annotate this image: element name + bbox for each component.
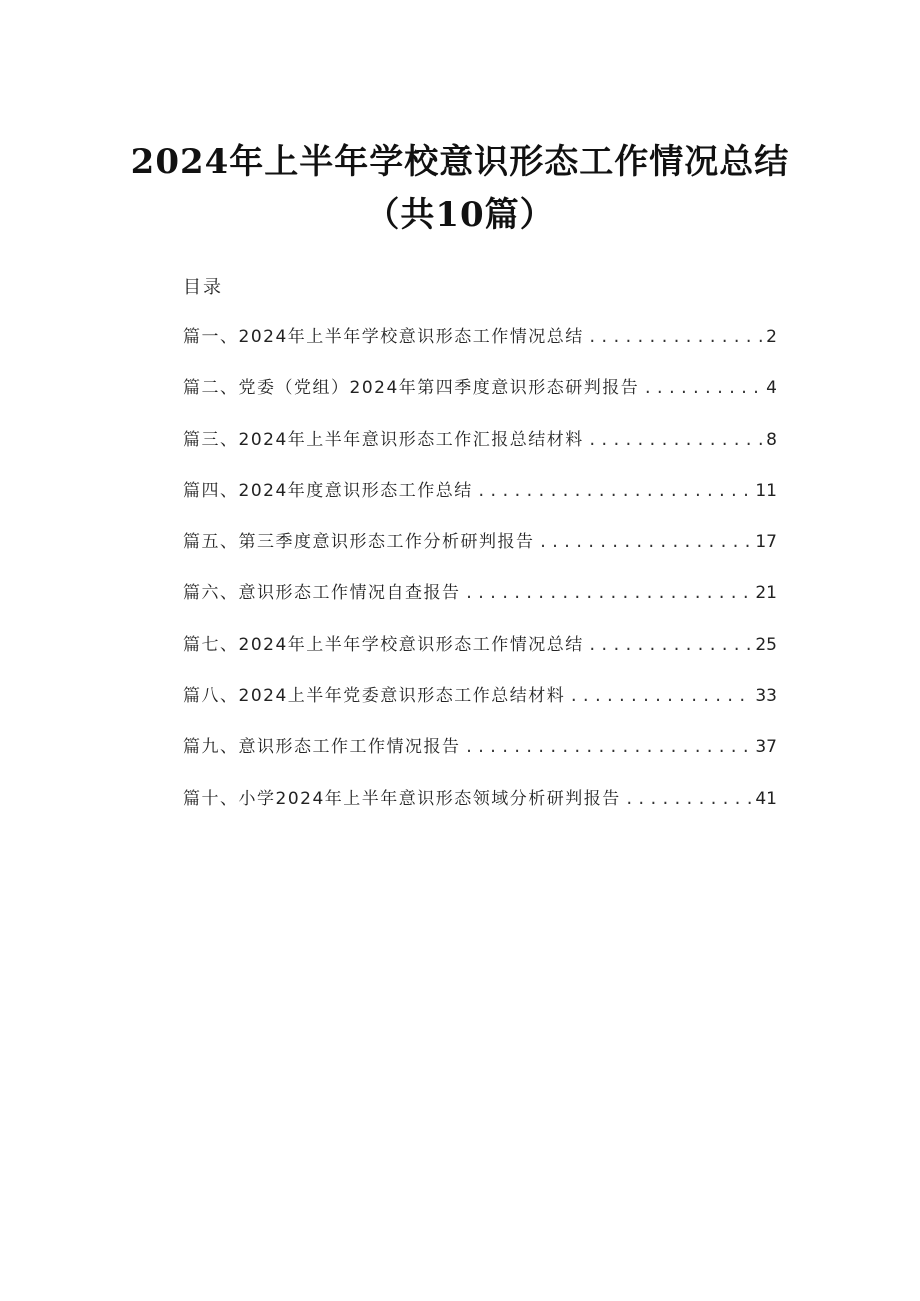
toc-dot-leader xyxy=(465,738,752,756)
toc-entry-label: 篇一、2024年上半年学校意识形态工作情况总结 xyxy=(183,327,584,347)
toc-entry-page: 2 xyxy=(766,327,777,347)
toc-entry-page: 8 xyxy=(766,429,777,450)
toc-dot-leader xyxy=(477,482,752,500)
toc-entry-label: 篇十、小学2024年上半年意识形态领域分析研判报告 xyxy=(183,788,621,809)
toc-entry-2[interactable] xyxy=(183,373,777,424)
toc-entry-page: 41 xyxy=(755,788,777,809)
toc-entry-8[interactable] xyxy=(183,681,777,732)
toc-entry-label: 篇六、意识形态工作情况自查报告 xyxy=(183,583,461,604)
toc-entry-1[interactable] xyxy=(183,322,777,373)
toc-entry-label: 篇五、第三季度意识形态工作分析研判报告 xyxy=(183,532,535,553)
table-of-contents xyxy=(183,322,777,835)
toc-entry-7[interactable] xyxy=(183,630,777,681)
toc-entry-page: 25 xyxy=(755,634,777,655)
toc-dot-leader xyxy=(465,584,752,602)
toc-dot-leader xyxy=(588,636,752,654)
toc-entry-label: 篇二、党委（党组）2024年第四季度意识形态研判报告 xyxy=(183,378,640,399)
toc-entry-4[interactable] xyxy=(183,476,777,527)
toc-dot-leader xyxy=(539,533,752,551)
toc-entry-label: 篇七、2024年上半年学校意识形态工作情况总结 xyxy=(183,634,584,655)
toc-entry-label: 篇四、2024年度意识形态工作总结 xyxy=(183,480,473,501)
toc-entry-6[interactable] xyxy=(183,578,777,629)
toc-dot-leader xyxy=(625,790,752,808)
toc-dot-leader xyxy=(569,687,751,705)
toc-entry-10[interactable] xyxy=(183,784,777,835)
document-title: 2024年上半年学校意识形态工作情况总结 xyxy=(130,142,790,182)
toc-entry-3[interactable] xyxy=(183,425,777,476)
toc-dot-leader xyxy=(643,379,762,397)
toc-entry-page: 33 xyxy=(755,686,777,707)
toc-entry-page: 37 xyxy=(755,737,777,758)
toc-entry-label: 篇八、2024上半年党委意识形态工作总结材料 xyxy=(183,686,566,707)
toc-entry-label: 篇三、2024年上半年意识形态工作汇报总结材料 xyxy=(183,429,584,450)
toc-entry-label: 篇九、意识形态工作工作情况报告 xyxy=(183,737,461,758)
toc-dot-leader xyxy=(588,328,762,346)
toc-entry-9[interactable] xyxy=(183,732,777,783)
toc-entry-page: 4 xyxy=(766,378,777,399)
toc-heading: 目录 xyxy=(183,277,223,298)
toc-entry-page: 11 xyxy=(755,480,777,501)
document-subtitle: （共10篇） xyxy=(365,195,555,235)
toc-entry-5[interactable] xyxy=(183,527,777,578)
toc-entry-page: 17 xyxy=(755,532,777,553)
toc-entry-page: 21 xyxy=(755,583,777,604)
toc-dot-leader xyxy=(588,431,762,449)
